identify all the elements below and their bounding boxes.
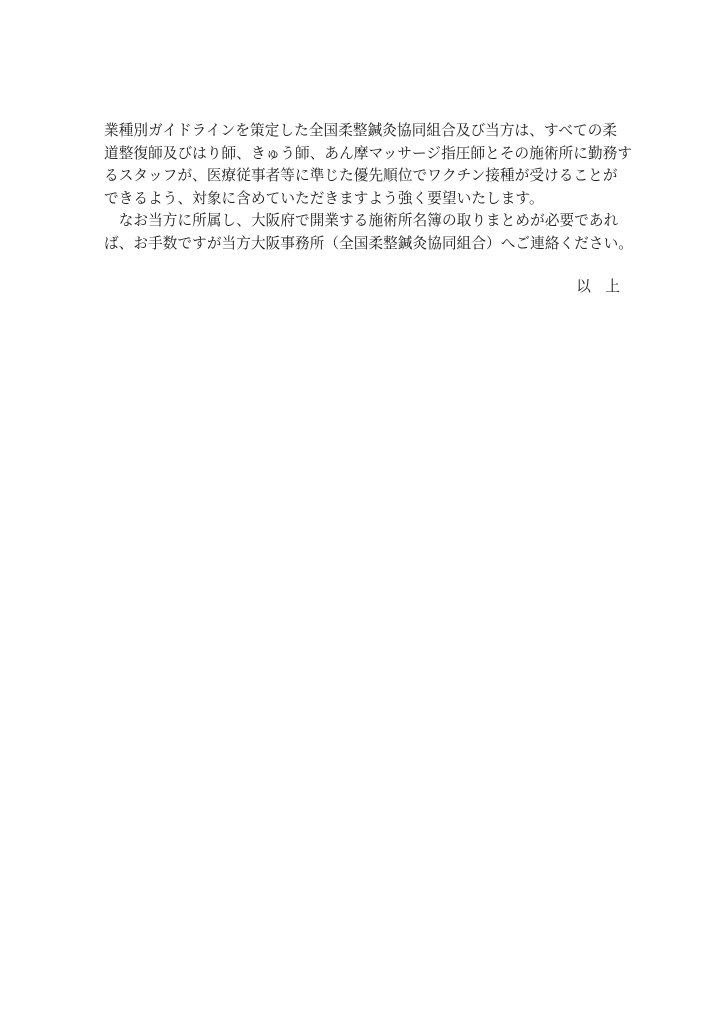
- paragraph-line: 業種別ガイドラインを策定した全国柔整鍼灸協同組合及び当方は、すべての柔: [104, 122, 618, 139]
- paragraph-line: るスタッフが、医療従事者等に準じた優先順位でワクチン接種が受けることが: [104, 167, 618, 184]
- paragraph-line: 道整復師及びはり師、きゅう師、あん摩マッサージ指圧師とその施術所に勤務す: [104, 144, 633, 162]
- document-body: [104, 120, 633, 255]
- paragraph-line: ば、お手数ですが当方大阪事務所（全国柔整鍼灸協同組合）へご連絡ください。: [104, 234, 633, 252]
- paragraph-line: できるよう、対象に含めていただきますよう強く要望いたします。: [104, 189, 544, 207]
- request-paragraph: [104, 120, 633, 210]
- contact-paragraph: [104, 210, 633, 255]
- paragraph-line: なお当方に所属し、大阪府で開業する施術所名簿の取りまとめが必要であれ: [104, 212, 619, 229]
- closing-mark: 以 上: [576, 278, 620, 295]
